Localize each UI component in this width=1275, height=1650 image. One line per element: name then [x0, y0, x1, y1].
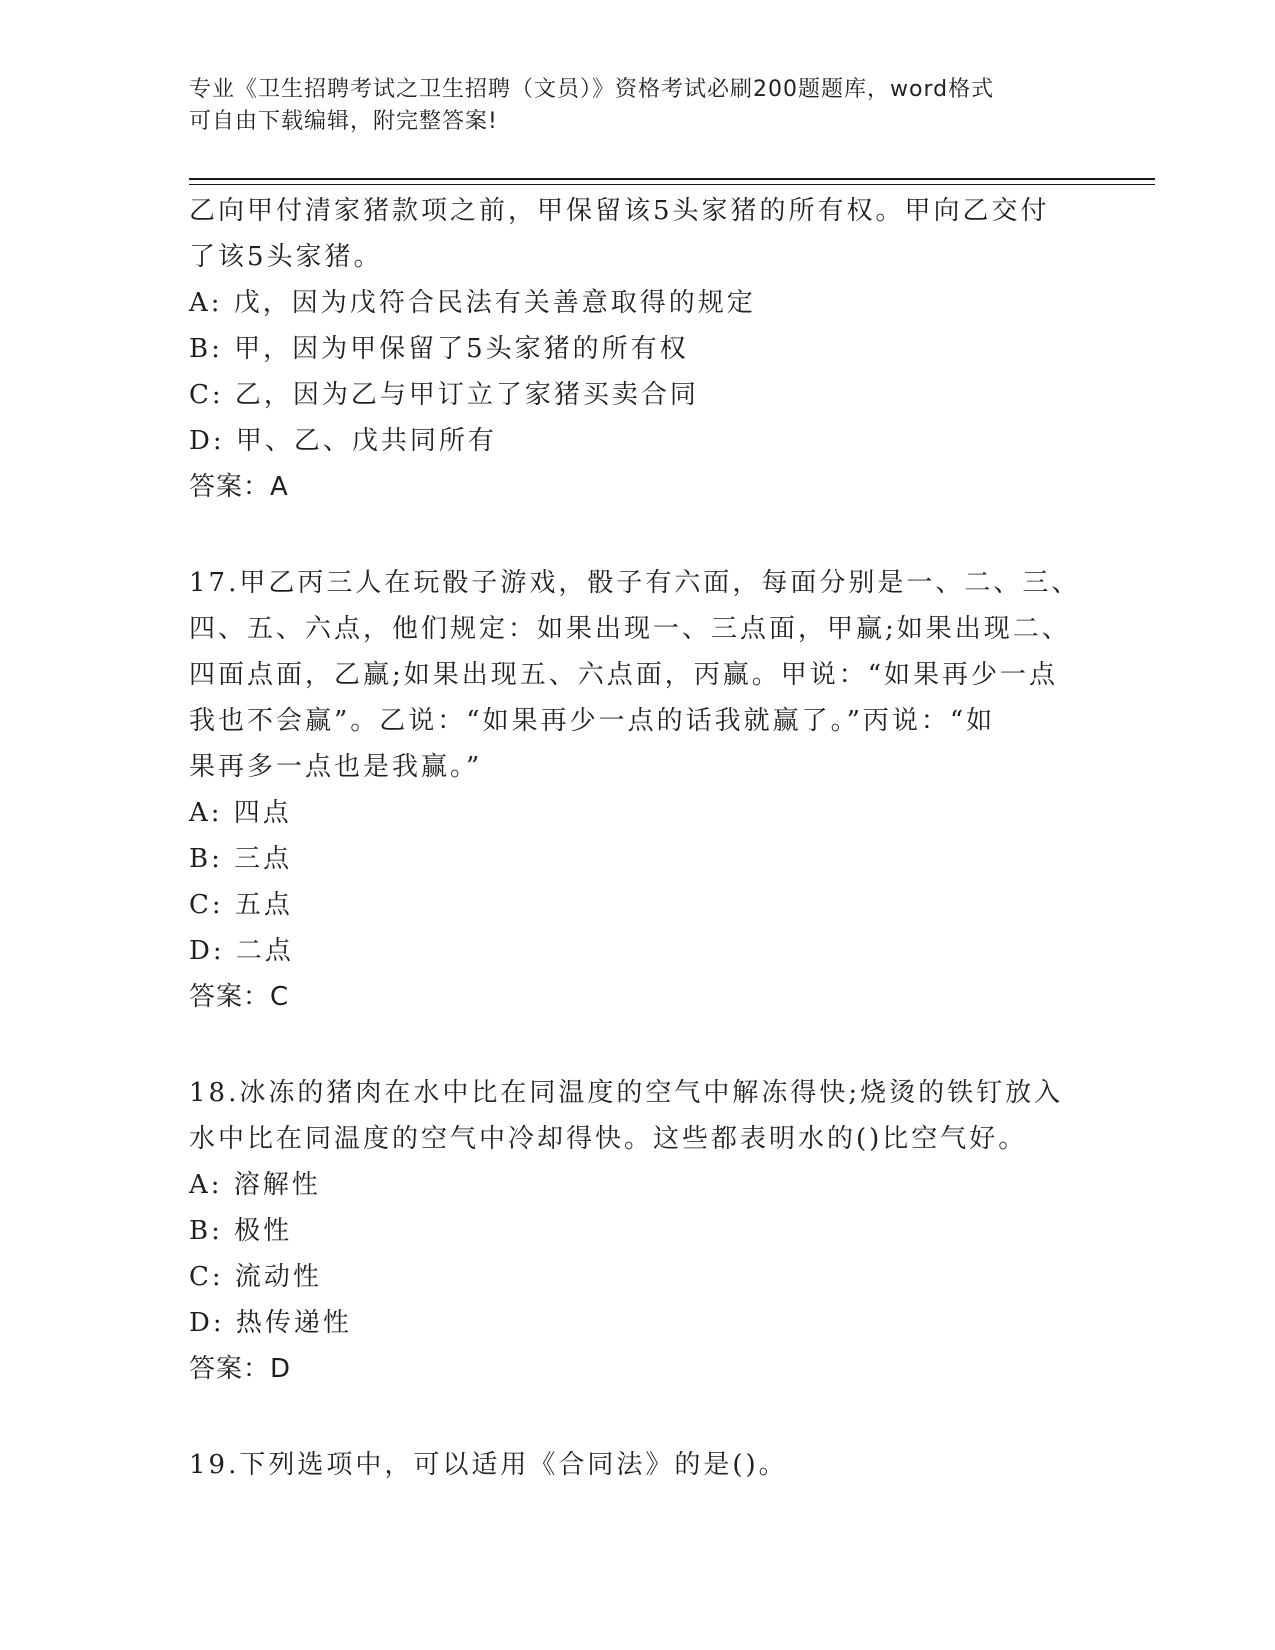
question-stem-line: 了该5头家猪。: [189, 242, 383, 272]
answer: 答案：D: [189, 1354, 292, 1384]
option-c: C: 五点: [189, 890, 293, 920]
option-d: D: 热传递性: [189, 1308, 352, 1338]
question-stem-line: 果再多一点也是我赢。”: [189, 752, 483, 782]
question-stem-line: 18.冰冻的猪肉在水中比在同温度的空气中解冻得快;烧烫的铁钉放入: [189, 1078, 1064, 1108]
question-stem-line: 四面点面，乙赢;如果出现五、六点面，丙赢。甲说：“如果再少一点: [189, 660, 1059, 690]
option-b: B: 甲，因为甲保留了5头家猪的所有权: [189, 334, 689, 364]
option-b: B: 极性: [189, 1216, 293, 1246]
question-stem-line: 17.甲乙丙三人在玩骰子游戏，骰子有六面，每面分别是一、二、三、: [189, 568, 1081, 598]
question-19: [189, 1442, 1089, 1488]
header-rule-thick: [189, 178, 1155, 180]
answer: 答案：A: [189, 472, 289, 502]
document-body: [189, 188, 1089, 1488]
question-16: [189, 188, 1089, 510]
header-rule-thin: [189, 184, 1155, 185]
option-c: C: 乙，因为乙与甲订立了家猪买卖合同: [189, 380, 699, 410]
question-stem-line: 我也不会赢”。乙说：“如果再少一点的话我就赢了。”丙说：“如: [189, 706, 996, 736]
option-a: A: 四点: [189, 798, 292, 828]
document-header: [189, 74, 1089, 138]
option-d: D: 二点: [189, 936, 294, 966]
question-stem-line: 四、五、六点，他们规定：如果出现一、三点面，甲赢;如果出现二、: [189, 614, 1071, 644]
question-17: [189, 560, 1089, 1020]
question-18: [189, 1070, 1089, 1392]
option-d: D: 甲、乙、戊共同所有: [189, 426, 497, 456]
option-a: A: 溶解性: [189, 1170, 321, 1200]
question-stem-line: 19.下列选项中，可以适用《合同法》的是()。: [189, 1450, 788, 1480]
option-b: B: 三点: [189, 844, 293, 874]
header-line-2: 可自由下载编辑，附完整答案!: [189, 109, 498, 134]
question-stem-line: 乙向甲付清家猪款项之前，甲保留该5头家猪的所有权。甲向乙交付: [189, 196, 1050, 226]
question-stem-line: 水中比在同温度的空气中冷却得快。这些都表明水的()比空气好。: [189, 1124, 1028, 1154]
answer: 答案：C: [189, 982, 290, 1012]
option-a: A: 戊，因为戊符合民法有关善意取得的规定: [189, 288, 756, 318]
header-line-1: 专业《卫生招聘考试之卫生招聘（文员）》资格考试必刷200题题库，word格式: [189, 77, 995, 102]
option-c: C: 流动性: [189, 1262, 322, 1292]
